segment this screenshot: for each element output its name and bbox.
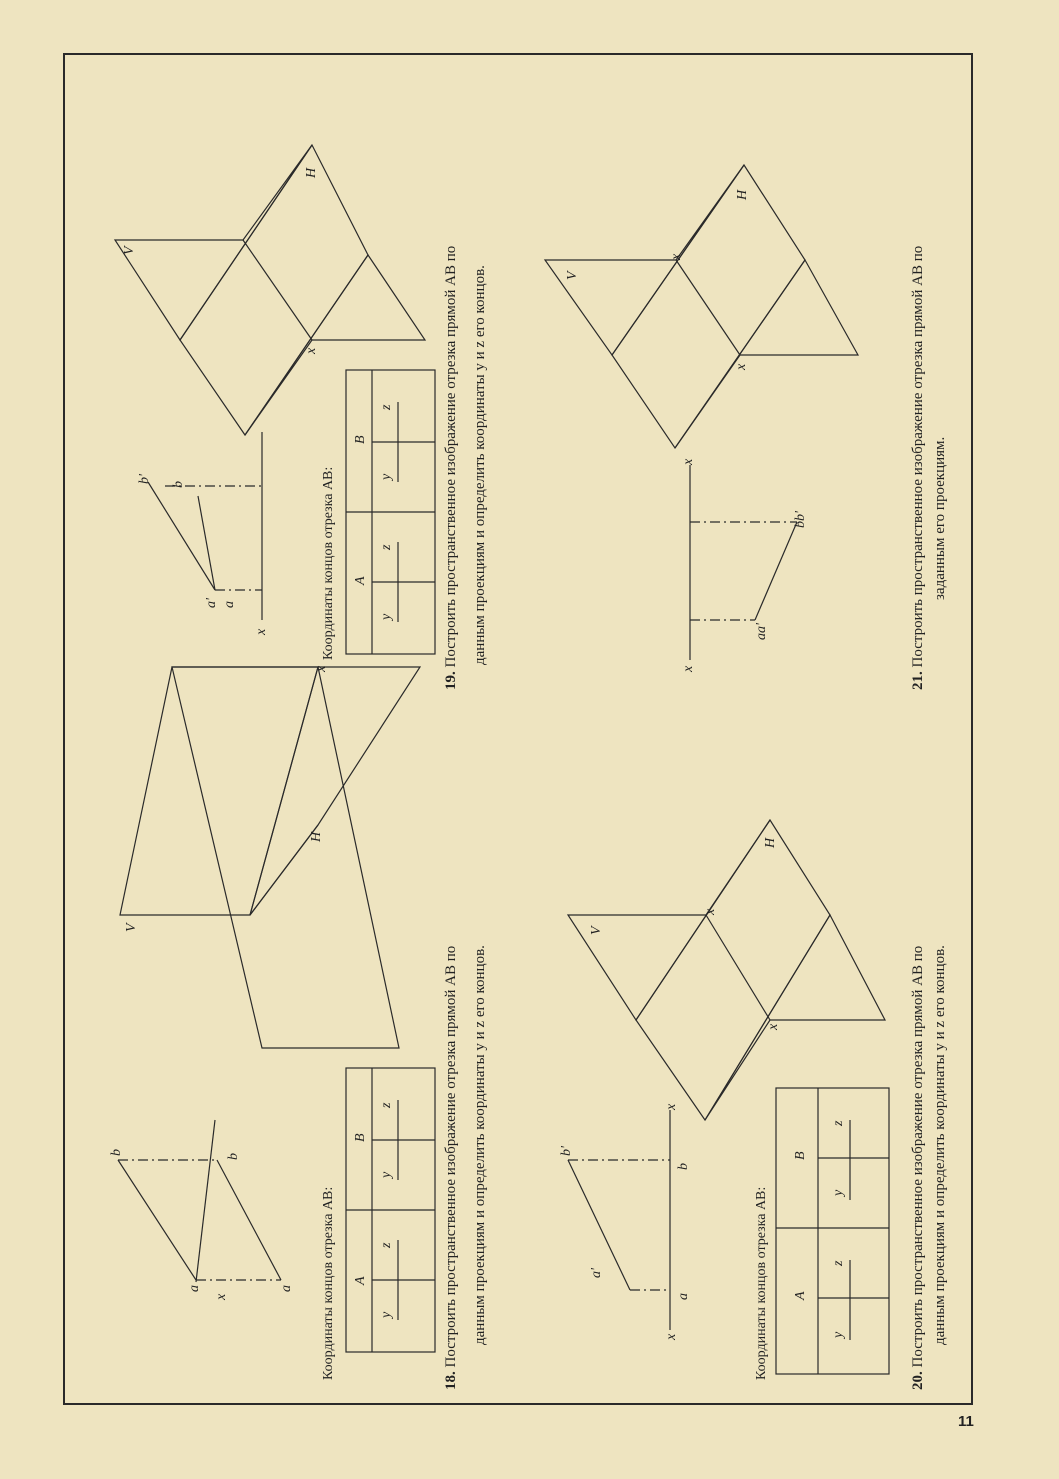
svg-text:y: y (379, 473, 394, 480)
svg-text:x: x (766, 1023, 781, 1030)
svg-text:заданным его проекциям.: заданным его проекциям. (932, 436, 948, 600)
svg-text:данным проекциям и определить: данным проекциям и определить координаты y и z его концов. (932, 945, 948, 1345)
problem-21-text (910, 246, 948, 690)
plane-diagram-19 (115, 145, 425, 435)
projections-19 (148, 432, 262, 620)
svg-text:y: y (379, 1171, 394, 1178)
table-caption-19: Координаты концов отрезка AB: (321, 466, 336, 660)
svg-text:a: a (279, 1285, 294, 1292)
problem-21-drawing (545, 165, 858, 660)
problem-20-text (910, 945, 948, 1390)
plane-diagram-18 (120, 667, 420, 1048)
svg-text:bb': bb' (793, 511, 808, 528)
svg-text:21. Построить пространственное: 21. Построить пространственное изображение отрезка прямой AB по (910, 245, 926, 690)
svg-text:H: H (309, 831, 324, 842)
svg-text:A: A (793, 1291, 808, 1300)
coord-table-18 (346, 1068, 435, 1352)
svg-text:z: z (379, 404, 394, 410)
svg-text:b: b (109, 1149, 124, 1156)
coord-table-19 (346, 370, 435, 654)
problem-19-text (443, 246, 488, 690)
svg-text:x: x (664, 1333, 679, 1340)
svg-text:x: x (734, 363, 749, 370)
svg-text:B: B (353, 435, 368, 444)
svg-text:y: y (831, 1189, 846, 1196)
svg-text:18. Построить пространственное: 18. Построить пространственное изображение отрезка прямой AB по (443, 945, 459, 1390)
svg-text:y: y (831, 1331, 846, 1338)
svg-text:a: a (676, 1293, 691, 1300)
svg-text:a': a' (589, 1268, 604, 1278)
svg-text:aa': aa' (754, 623, 769, 640)
problem-19-drawing (115, 145, 435, 654)
svg-text:x: x (304, 347, 319, 354)
coord-table-20 (776, 1088, 889, 1374)
svg-text:z: z (379, 544, 394, 550)
svg-text:x: x (314, 665, 329, 672)
svg-text:V: V (565, 271, 580, 280)
svg-text:данным проекциям и определить: данным проекциям и определить координаты y и z его концов. (472, 265, 488, 665)
svg-text:x: x (703, 908, 718, 915)
projections-20 (568, 1110, 670, 1330)
projections-18 (118, 1120, 281, 1282)
svg-text:z: z (379, 1102, 394, 1108)
svg-text:A: A (353, 1276, 368, 1285)
svg-text:b: b (226, 1153, 241, 1160)
svg-text:b: b (676, 1163, 691, 1170)
svg-text:b': b' (137, 474, 152, 484)
svg-text:a: a (187, 1285, 202, 1292)
svg-text:V: V (122, 246, 137, 255)
svg-text:z: z (379, 1242, 394, 1248)
svg-text:x: x (254, 628, 269, 635)
svg-text:y: y (379, 1311, 394, 1318)
svg-text:b': b' (559, 1146, 574, 1156)
svg-text:a: a (222, 601, 237, 608)
svg-text:z: z (831, 1120, 846, 1126)
svg-text:x: x (681, 665, 696, 672)
svg-text:y: y (379, 613, 394, 620)
problem-18-drawing (118, 667, 435, 1352)
plane-diagram-21 (545, 165, 858, 448)
svg-text:a': a' (204, 598, 219, 608)
table-caption-20: Координаты концов отрезка AB: (754, 1186, 769, 1380)
svg-text:H: H (763, 837, 778, 848)
svg-text:20. Построить пространственное: 20. Построить пространственное изображение отрезка прямой AB по (910, 945, 926, 1390)
svg-text:B: B (793, 1151, 808, 1160)
svg-text:A: A (353, 576, 368, 585)
svg-text:z: z (831, 1260, 846, 1266)
svg-text:H: H (304, 167, 319, 178)
page-number: 11 (958, 1413, 974, 1430)
svg-text:x: x (681, 458, 696, 465)
plane-diagram-20 (568, 820, 885, 1120)
svg-text:H: H (735, 189, 750, 200)
svg-text:данным проекциям и определить: данным проекциям и определить координаты y и z его концов. (472, 945, 488, 1345)
svg-text:x: x (664, 1103, 679, 1110)
svg-text:b: b (171, 481, 186, 488)
svg-text:V: V (124, 923, 139, 932)
table-caption-18: Координаты концов отрезка AB: (321, 1186, 336, 1380)
svg-text:V: V (589, 926, 604, 935)
svg-text:B: B (353, 1133, 368, 1142)
svg-text:x: x (669, 253, 684, 260)
problem-20-drawing (568, 820, 889, 1374)
projections-21 (690, 465, 797, 660)
svg-text:19. Построить пространственное: 19. Построить пространственное изображение отрезка прямой AB по (443, 245, 459, 690)
problem-18-text (443, 945, 488, 1390)
svg-text:x: x (214, 1293, 229, 1300)
